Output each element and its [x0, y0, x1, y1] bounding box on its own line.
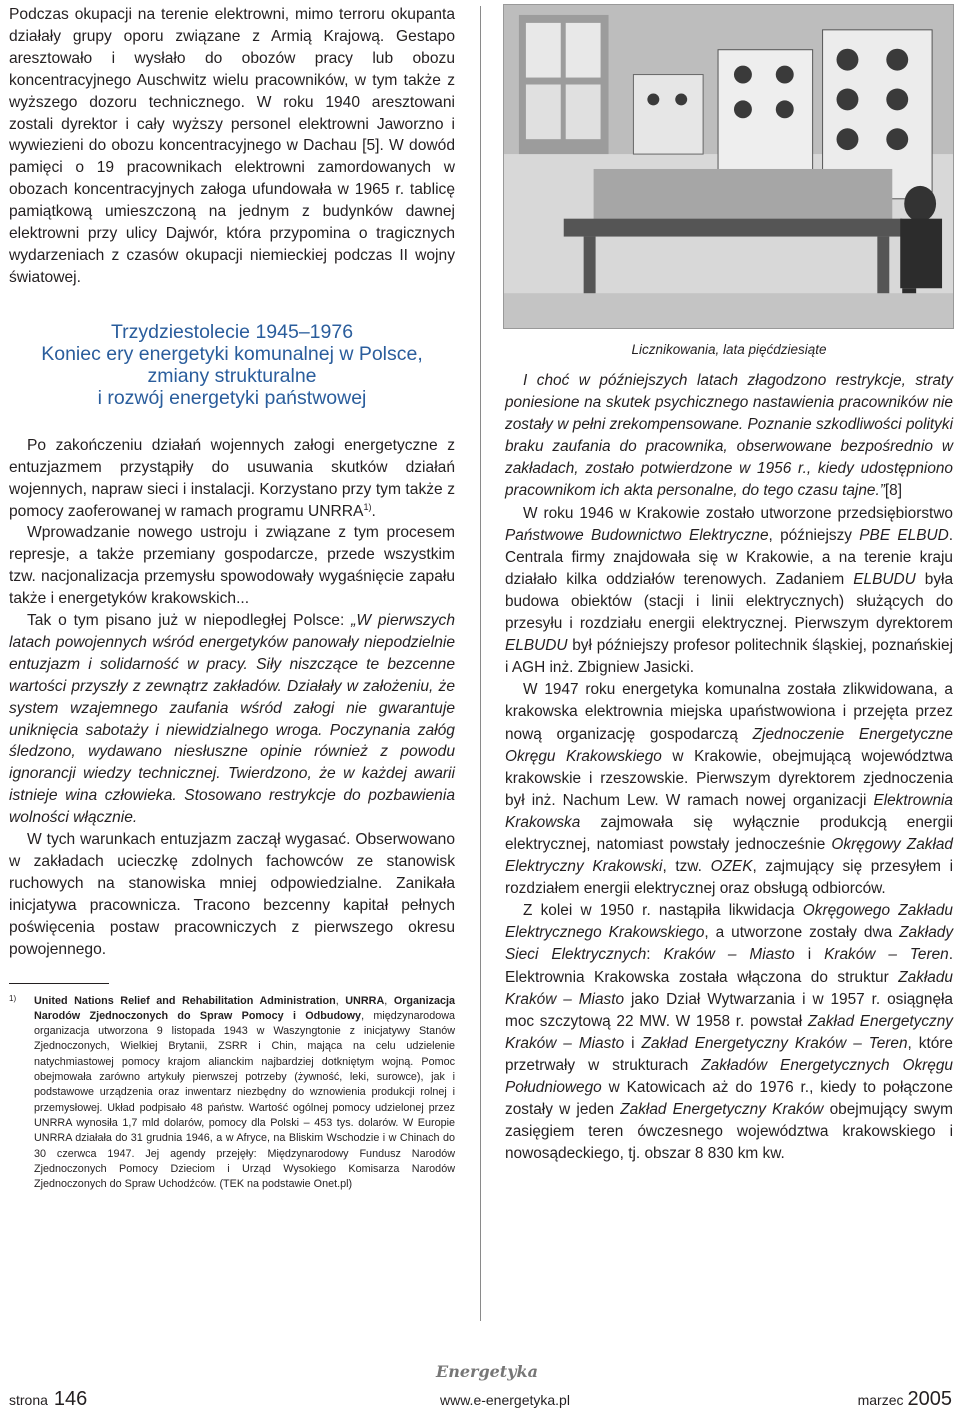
right-paragraph-2: W roku 1946 w Krakowie zostało utworzone przedsiębiorstwo Państwowe Budownictwo Elektryczne, późniejszy PBE ELBUD. Centrala firmy znajdowała się w Krakowie, a na terenie kraju działało kilka oddziałów terenowych. Zadaniem ELBUDU była budowa obiektów (stacji i linii elektrycznych) służących do przesyłu i rozdziału energii elektrycznej. Pierwszym dyrektorem ELBUDU był późniejszy profesor politechnik śląskiej, poznańskiej i AGH inż. Zbigniew Jasicki. [505, 504, 953, 677]
left-paragraph-3: Tak o tym pisano już w niepodległej Polsce: „W pierwszych latach powojennych wśród energetyków panowały niepodzielnie entuzjazm i solidarność w pracy. Siły niszczące te bezcenne wartości przyszły z zewnątrz zakładów. Działały w założeniu, że system wzajemnego zaufania wśród załogi nie gwarantuje uniknięcia sabotaży i niewidzialnego wroga. Poczynania załóg śledzono, wydawano niesłuszne opinie również z powodu ignorancji wiedzy technicznej. Twierdzono, że w każdej awarii istnieje wina człowieka. Stosowano restrykcje do pozbawienia wolności włącznie. [9, 612, 455, 827]
right-paragraph-1: I choć w późniejszych latach złagodzono restrykcje, straty poniesione na skutek psychicznego nastawienia pracowników nie zostały w pełni zrekompensowane. Poznanie szkodliwości polityki braku zaufania do pracownika, obserwowane bezpośrednio w zakładach, zostało potwierdzone w 1956 r., kiedy udostępniono pracownikom ich akta personalne, do tego czasu tajne.”[8] [505, 372, 953, 500]
photo-caption: Licznikowania, lata pięćdziesiąte [631, 342, 827, 357]
footnote-mark: 1) [9, 993, 17, 1003]
heading-line-3: zmiany strukturalne [147, 364, 317, 387]
website-url: www.e-energetyka.pl [440, 1392, 570, 1408]
page-number: strona 146 [9, 1388, 88, 1410]
left-paragraph-1: Po zakończeniu działań wojennych załogi energetyczne z entuzjazmem przystąpiły do usuwania skutków działań wojennych, napraw sieci i instalacji. Korzystano przy tym także z pomocy zaoferowanej w ramach programu UNRRA$^{1)}$. [9, 436, 455, 520]
energetyka-logo: Energetyka [436, 1362, 538, 1381]
right-paragraph-4: Z kolei w 1950 r. nastąpiła likwidacja Okręgowego Zakładu Elektrycznego Krakowskiego, a utworzone zostały dwa Zakłady Sieci Elektrycznych: Kraków – Miasto i Kraków – Teren. Elektrownia Krakowska została włączona do struktur Zakładu Kraków – Miasto jako Dział Wytwarzania i w 1957 r. osiągnęła moc szczytową 22 MW. W 1958 r. powstał Zakład Energetyczny Kraków – Miasto i Zakład Energetyczny Kraków – Teren, które przetrwały w strukturach Zakładów Energetycznych Okręgu Południowego w Katowicach aż do 1976 r., kiedy to połączone zostały w jeden Zakład Energetyczny Kraków obejmujący swym zasięgiem teren ówczesnego województwa krakowskiego i nowosądeckiego, tj. obszar 8 830 km kw. [505, 902, 954, 1163]
issue-date: marzec 2005 [857, 1388, 952, 1410]
footnote-rule [9, 983, 109, 984]
right-paragraph-3: W 1947 roku energetyka komunalna została zlikwidowana, a krakowska elektrownia miejska upaństwowiona i przejęta przez nową organizację gospodarczą Zjednoczenie Energetyczne Okręgu Krakowskiego w Krakowie, obejmującą województwa krakowskie i rzeszowskie. Pierwszym dyrektorem zjednoczenia był inż. Nachum Lew. W ramach nowej organizacji Elektrownia Krakowska zajmowała się wyłącznie produkcją energii elektrycznej, natomiast powstały jednocześnie Okręgowy Zakład Elektryczny Krakowski, tzw. OZEK, zajmujący się przesyłem i rozdziałem energii elektrycznej oraz obsługą odbiorców. [505, 681, 953, 898]
left-paragraph-2: Wprowadzanie nowego ustroju i związane z tym procesem represje, a także przemiany gospodarcze, przede wszystkim tzw. nacjonalizacja przemysłu spowodowały wygaśnięcie zapału także i energetyków krakowskich... [9, 524, 455, 608]
heading-line-1: Trzydziestolecie 1945–1976 [110, 320, 354, 343]
page-footer [0, 1362, 960, 1412]
quote: „W pierwszych latach powojennych wśród energetyków panowały niepodzielnie entuzjazm i solidarność w pracy. Siły niszczące te bezcenne wartości przyszły z zewnątrz zakładów. Działały w założeniu, że system wzajemnego zaufania wśród załogi nie gwarantuje uniknięcia sabotaży i niewidzialnego wroga. Poczynania załóg śledzono, wydawano niesłuszne opinie również z powodu ignorancji wiedzy technicznej. Twierdzono, że w każdej awarii istnieje wina człowieka. Stosowano restrykcje do pozbawienia wolności włącznie. [9, 612, 455, 827]
column-divider [480, 6, 481, 1321]
footnote: 1) United Nations Relief and Rehabilitation Administration, UNRRA, Organizacja Narodów Zjednoczonych do Spraw Pomocy i Odbudowy, międzynarodowa organizacja utworzona 9 listopada 1943 w Waszyngtonie z inicjatywy Stanów Zjednoczonych, Wielkiej Brytanii, ZSRR i Chin, mająca na celu udzielenie natychmiastowej pomocy krajom alianckim najbardziej dotkniętym wojną. Pomoc obejmowała zarówno artykuły pierwszej potrzeby (żywność, leki, surowce), jak i podstawowe urządzenia oraz inwentarz niezbędny do wznowienia produkcji rolnej i przemysłowej. Układ podpisało 48 państw. Wartość ogólnej pomocy udzielonej przez UNRRA wynosiła 1,7 mld dolarów, pomocy dla Polski – 453 tys. dolarów. W Europie UNRRA działała do 31 grudnia 1946, a w Afryce, na Bliskim Wschodzie i w Chinach do 30 czerwca 1947. Jej agendy przejęły: Międzynarodowy Fundusz Narodów Zjednoczonych Pomocy Dzieciom i Urząd Wysokiego Komisarza Narodów Zjednoczonych do Spraw Uchodźców. (TEK na podstawie Onet.pl) [9, 994, 455, 1193]
left-column [9, 4, 455, 1192]
photo-meter-room [503, 4, 954, 329]
left-paragraph-4: W tych warunkach entuzjazm zaczął wygasać. Obserwowano w zakładach ucieczkę zdolnych fachowców ze stanowisk ruchowych na stanowiska mniej odpowiedzialne. Zanikała inicjatywa pracownicza. Tracono bezcenny kapitał pełnych poświęcenia postaw pracowniczych z pierwszego okresu powojennego. [9, 831, 455, 958]
heading-line-2: Koniec ery energetyki komunalnej w Polsce, [41, 342, 423, 365]
section-heading [9, 321, 455, 409]
intro-paragraph: Podczas okupacji na terenie elektrowni, mimo terroru okupanta działały grupy oporu związane z Armią Krajową. Gestapo aresztowało i wysłało do obozów pracy lub obozu koncentracyjnego Auschwitz wielu pracowników, w tym także z wyższego dozoru technicznego. W roku 1940 aresztowani zostali dyrektor i cały wyższy personel elektrowni Jaworzno i wywiezieni do obozu koncentracyjnego w Dachau [5]. W dowód pamięci o 19 pracownikach elektrowni zamordowanych w obozach koncentracyjnych załoga ufundowała w 1965 r. tablicę pamiątkową umieszczoną na jednym z budynków dawnej elektrowni przy ulicy Dajwór, która przypomina o tragicznych wydarzeniach z czasów okupacji niemieckiej podczas II wojny światowej. [9, 6, 455, 286]
heading-line-4: i rozwój energetyki państwowej [97, 386, 367, 409]
right-column [505, 4, 953, 1165]
footnote-ref: 1) [363, 501, 372, 512]
